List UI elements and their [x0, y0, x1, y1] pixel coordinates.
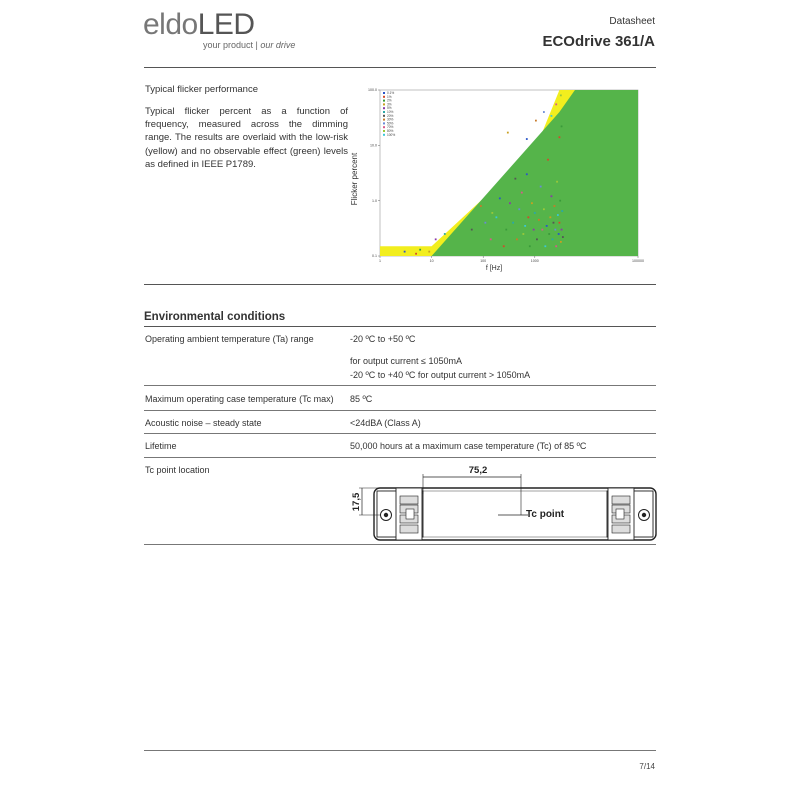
legend-swatch	[383, 100, 385, 102]
data-point	[559, 136, 561, 138]
data-point	[529, 245, 531, 247]
y-tick-label: 1.0	[372, 198, 377, 203]
data-point	[562, 236, 564, 238]
data-point	[541, 229, 543, 231]
data-point	[505, 229, 507, 231]
legend-swatch	[383, 92, 385, 94]
data-point	[549, 216, 551, 218]
data-point	[522, 233, 524, 235]
legend-swatch	[383, 119, 385, 121]
data-point	[499, 197, 501, 199]
legend-label: 10%	[387, 110, 394, 114]
data-point	[533, 229, 535, 231]
x-tick-label: 1	[379, 259, 381, 263]
data-point	[490, 238, 492, 240]
y-tick-label: 100.0	[368, 88, 377, 93]
data-point	[538, 219, 540, 221]
data-point	[555, 103, 557, 105]
data-point	[444, 233, 446, 235]
env-row-divider	[144, 385, 656, 386]
company-logo	[143, 8, 255, 42]
legend-label: 30%	[387, 117, 394, 122]
env-row-value: for output current ≤ 1050mA	[350, 356, 462, 366]
data-point	[480, 205, 482, 207]
data-point	[484, 222, 486, 224]
data-point	[560, 94, 562, 96]
dimension-horizontal-label: 75,2	[468, 465, 488, 476]
legend-label: 70%	[387, 125, 394, 130]
data-point	[535, 120, 537, 122]
data-point	[471, 229, 473, 231]
data-point	[536, 238, 538, 240]
legend-label: 3%	[387, 102, 392, 107]
env-row-label: Acoustic noise – steady state	[145, 418, 262, 428]
data-point	[415, 253, 417, 255]
right-terminal-block	[607, 488, 653, 540]
chart-x-axis-label: f [Hz]	[485, 265, 503, 272]
legend-label: 0.1%	[387, 91, 395, 95]
tagline-part-b: our drive	[260, 40, 296, 50]
tc-point-label: Tc point	[526, 509, 565, 520]
data-point	[559, 200, 561, 202]
logo-tagline	[203, 40, 295, 50]
env-row-label: Tc point location	[145, 465, 210, 475]
data-point	[531, 202, 533, 204]
data-point	[524, 225, 526, 227]
data-point	[559, 222, 561, 224]
data-point	[512, 222, 514, 224]
legend-label: 2%	[387, 98, 392, 103]
env-row-value: 85 ºC	[350, 394, 373, 404]
env-row-value: -20 ºC to +40 ºC for output current > 1050mA	[350, 370, 531, 380]
legend-label: 50%	[387, 121, 394, 126]
env-row-value: <24dBA (Class A)	[350, 418, 421, 428]
env-row-divider	[144, 433, 656, 434]
flicker-section-divider	[144, 284, 656, 285]
flicker-chart	[350, 84, 650, 276]
tagline-part-a: your product |	[203, 40, 261, 50]
legend-swatch	[383, 122, 385, 124]
data-point	[560, 241, 562, 243]
left-terminal-block	[377, 488, 423, 540]
env-row-label: Maximum operating case temperature (Tc max)	[145, 394, 334, 404]
data-point	[551, 195, 553, 197]
x-tick-label: 1000	[530, 259, 539, 263]
env-row-divider	[144, 457, 656, 458]
data-point	[419, 249, 421, 251]
data-point	[514, 178, 516, 180]
legend-swatch	[383, 107, 385, 109]
data-point	[557, 214, 559, 216]
data-point	[553, 222, 555, 224]
flicker-section-label: Typical flicker performance	[145, 84, 258, 95]
chart-plot-area	[368, 88, 644, 263]
env-row-label: Operating ambient temperature (Ta) range	[145, 334, 314, 344]
legend-label: 1%	[387, 94, 392, 99]
data-point	[509, 202, 511, 204]
data-point	[404, 251, 406, 253]
data-point	[521, 192, 523, 194]
legend-swatch	[383, 111, 385, 113]
environmental-section-title: Environmental conditions	[144, 311, 286, 323]
data-point	[558, 233, 560, 235]
data-point	[561, 210, 563, 212]
flicker-description: Typical flicker percent as a function of frequency, measured across the dimming range. The results are overlaid with the low-risk (yellow) and no observable effect (green) levels as defined in IEEE P1789.	[145, 106, 348, 170]
data-point	[543, 208, 545, 210]
document-title: ECOdrive 361/A	[542, 33, 655, 50]
data-point	[428, 251, 430, 253]
legend-swatch	[383, 103, 385, 105]
data-point	[516, 238, 518, 240]
data-point	[495, 216, 497, 218]
data-point	[507, 132, 509, 134]
legend-swatch	[383, 96, 385, 98]
env-row-divider	[144, 410, 656, 411]
env-row-value: -20 ºC to +50 ºC	[350, 334, 416, 344]
legend-swatch	[383, 115, 385, 117]
data-point	[556, 181, 558, 183]
env-table-bottom-rule	[144, 544, 656, 545]
x-tick-label: 100000	[632, 259, 644, 263]
data-point	[547, 159, 549, 161]
data-point	[561, 125, 563, 127]
data-point	[554, 205, 556, 207]
legend-label: 100%	[387, 132, 396, 137]
environmental-title-rule	[144, 326, 656, 327]
data-point	[526, 138, 528, 140]
data-point	[546, 225, 548, 227]
data-point	[491, 212, 493, 214]
tc-point-diagram	[348, 460, 660, 544]
header-divider	[144, 67, 656, 68]
data-point	[526, 173, 528, 175]
env-row-value: 50,000 hours at a maximum case temperature (Tc) of 85 ºC	[350, 441, 587, 451]
logo-text-strong: LED	[197, 8, 255, 41]
legend-swatch	[383, 126, 385, 128]
data-point	[548, 233, 550, 235]
legend-label: 80%	[387, 129, 394, 133]
data-point	[503, 245, 505, 247]
y-tick-label: 10.0	[370, 143, 377, 148]
legend-label: 5%	[387, 106, 392, 111]
legend-swatch	[383, 134, 385, 136]
data-point	[552, 238, 554, 240]
data-point	[555, 245, 557, 247]
footer-divider	[144, 750, 656, 751]
data-point	[551, 115, 553, 117]
data-point	[554, 229, 556, 231]
logo-text-light: eldo	[143, 8, 198, 41]
chart-y-axis-label: Flicker percent	[350, 152, 359, 206]
data-point	[534, 212, 536, 214]
data-point	[561, 229, 563, 231]
data-point	[544, 245, 546, 247]
data-point	[540, 186, 542, 188]
legend-swatch	[383, 130, 385, 132]
legend-label: 20%	[387, 113, 394, 118]
data-point	[527, 216, 529, 218]
data-point	[543, 111, 545, 113]
x-tick-label: 100	[480, 259, 487, 263]
dimension-vertical-label: 17,5	[351, 492, 362, 512]
data-point	[518, 208, 520, 210]
document-type: Datasheet	[609, 16, 655, 27]
data-point	[435, 238, 437, 240]
env-row-label: Lifetime	[145, 441, 177, 451]
x-tick-label: 10	[429, 259, 434, 263]
page-number: 7/14	[639, 762, 655, 771]
y-tick-label: 0.1	[372, 254, 377, 259]
